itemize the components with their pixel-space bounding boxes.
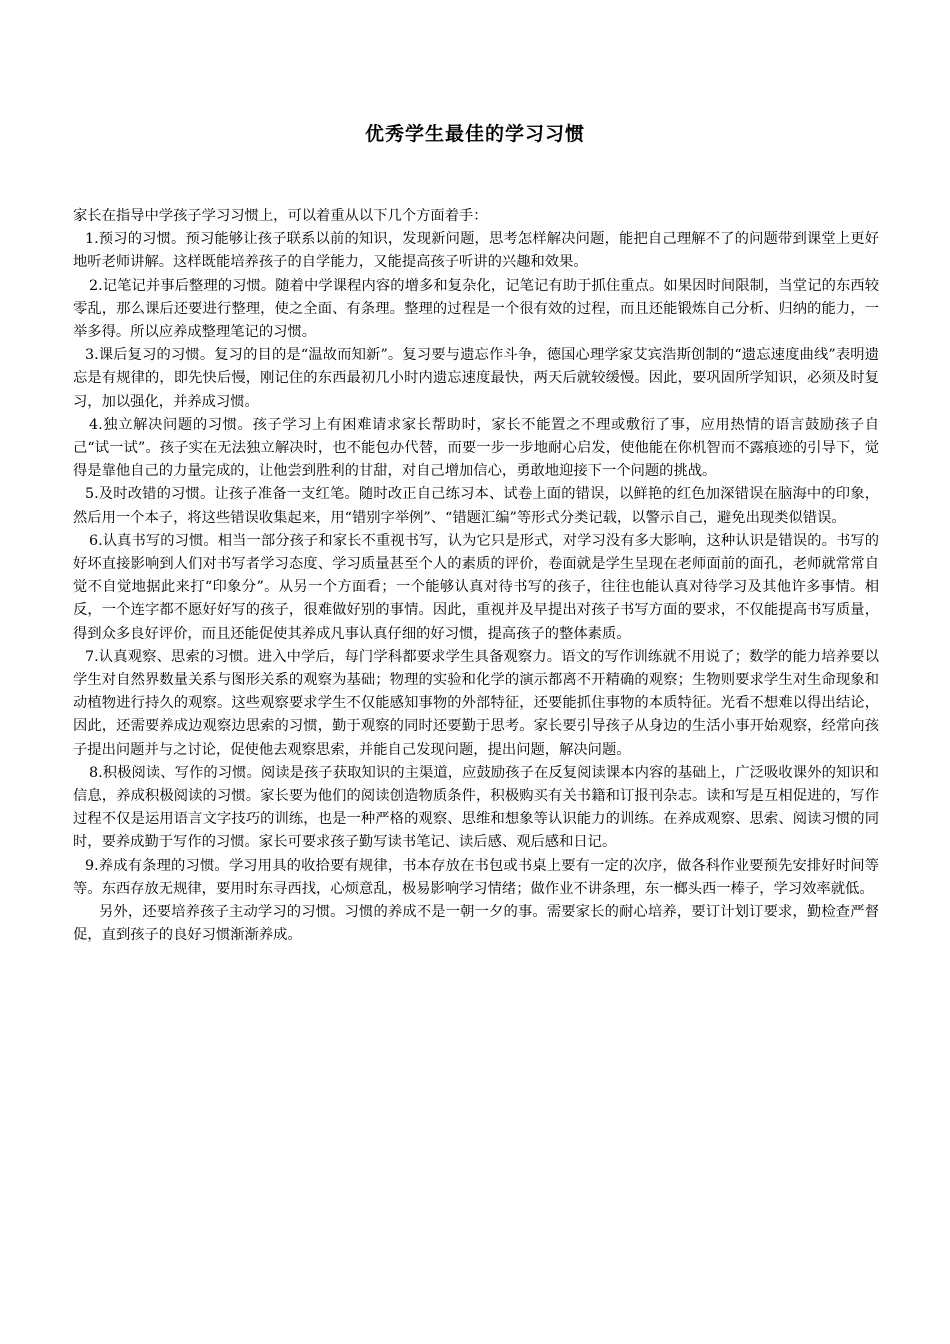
habit-paragraph-3: 3.课后复习的习惯。复习的目的是“温故而知新”。复习要与遗忘作斗争，德国心理学家艾宾浩斯创制的“遗忘速度曲线”表明遗忘是有规律的，即先快后慢，刚记住的东西最初几小时内遗忘速度最快，两天后就较缓慢。因此，要巩固所学知识，必须及时复习，加以强化，并养成习惯。 bbox=[73, 347, 879, 410]
document-body bbox=[73, 205, 879, 948]
closing-paragraph: 另外，还要培养孩子主动学习的习惯。习惯的养成不是一朝一夕的事。需要家长的耐心培养，要订计划订要求，勤检查严督促，直到孩子的良好习惯渐渐养成。 bbox=[73, 904, 879, 944]
habit-paragraph-2: 2.记笔记并事后整理的习惯。随着中学课程内容的增多和复杂化，记笔记有助于抓住重点。如果因时间限制，当堂记的东西较零乱，那么课后还要进行整理，使之全面、有条理。整理的过程是一个很有效的过程，而且还能锻炼自己分析、归纳的能力，一举多得。所以应养成整理笔记的习惯。 bbox=[73, 277, 879, 341]
habit-paragraph-7: 7.认真观察、思索的习惯。进入中学后，每门学科都要求学生具备观察力。语文的写作训练就不用说了；数学的能力培养要以学生对自然界数量关系与图形关系的观察为基础；物理的实验和化学的演示都离不开精确的观察；生物则要求学生对生命现象和动植物进行持久的观察。这些观察要求学生不仅能感知事物的外部特征，还要能抓住事物的本质特征。光看不想难以得出结论，因此，还需要养成边观察边思索的习惯，勤于观察的同时还要勤于思考。家长要引导孩子从身边的生活小事开始观察，经常向孩子提出问题并与之讨论，促使他去观察思索，并能自己发现问题，提出问题，解决问题。 bbox=[73, 648, 879, 758]
habit-paragraph-4: 4.独立解决问题的习惯。孩子学习上有困难请求家长帮助时，家长不能置之不理或敷衍了事，应用热情的语言鼓励孩子自己“试一试”。孩子实在无法独立解决时，也不能包办代替，而要一步一步地耐心启发，使他能在你机智而不露痕迹的引导下，觉得是靠他自己的力量完成的，让他尝到胜利的甘甜，对自己增加信心，勇敢地迎接下一个问题的挑战。 bbox=[73, 416, 879, 480]
habit-paragraph-6: 6.认真书写的习惯。相当一部分孩子和家长不重视书写，认为它只是形式，对学习没有多大影响，这种认识是错误的。书写的好坏直接影响到人们对书写者学习态度、学习质量甚至个人的素质的评价，卷面就是学生呈现在老师面前的面孔，老师就常常自觉不自觉地据此来打“印象分”。从另一个方面看；一个能够认真对待书写的孩子，往往也能认真对待学习及其他许多事情。相反，一个连字都不愿好好写的孩子，很难做好别的事情。因此，重视并及早提出对孩子书写方面的要求，不仅能提高书写质量，得到众多良好评价，而且还能促使其养成凡事认真仔细的好习惯，提高孩子的整体素质。 bbox=[73, 532, 879, 642]
page-title: 优秀学生最佳的学习习惯 bbox=[364, 123, 585, 145]
habit-paragraph-9: 9.养成有条理的习惯。学习用具的收拾要有规律，书本存放在书包或书桌上要有一定的次序，做各科作业要预先安排好时间等等。东西存放无规律，要用时东寻西找，心烦意乱，极易影响学习情绪；做作业不讲条理，东一榔头西一棒子，学习效率就低。 bbox=[73, 857, 879, 897]
habit-paragraph-8: 8.积极阅读、写作的习惯。阅读是孩子获取知识的主渠道，应鼓励孩子在反复阅读课本内容的基础上，广泛吸收课外的知识和信息，养成积极阅读的习惯。家长要为他们的阅读创造物质条件，积极购买有关书籍和订报刊杂志。读和写是互相促进的，写作过程不仅是运用语言文字技巧的训练，也是一种严格的观察、思维和想象等认识能力的训练。在养成观察、思索、阅读习惯的同时，要养成勤于写作的习惯。家长可要求孩子勤写读书笔记、读后感、观后感和日记。 bbox=[73, 764, 879, 851]
habit-paragraph-1: 1.预习的习惯。预习能够让孩子联系以前的知识，发现新问题，思考怎样解决问题，能把自己理解不了的问题带到课堂上更好地听老师讲解。这样既能培养孩子的自学能力，又能提高孩子听讲的兴趣和效果。 bbox=[73, 231, 879, 271]
habit-paragraph-5: 5.及时改错的习惯。让孩子准备一支红笔。随时改正自己练习本、试卷上面的错误，以鲜艳的红色加深错误在脑海中的印象，然后用一个本子，将这些错误收集起来，用“错别字举例”、“错题汇编”等形式分类记载，以警示自己，避免出现类似错误。 bbox=[73, 486, 879, 526]
intro-paragraph: 家长在指导中学孩子学习习惯上，可以着重从以下几个方面着手： bbox=[73, 208, 488, 224]
